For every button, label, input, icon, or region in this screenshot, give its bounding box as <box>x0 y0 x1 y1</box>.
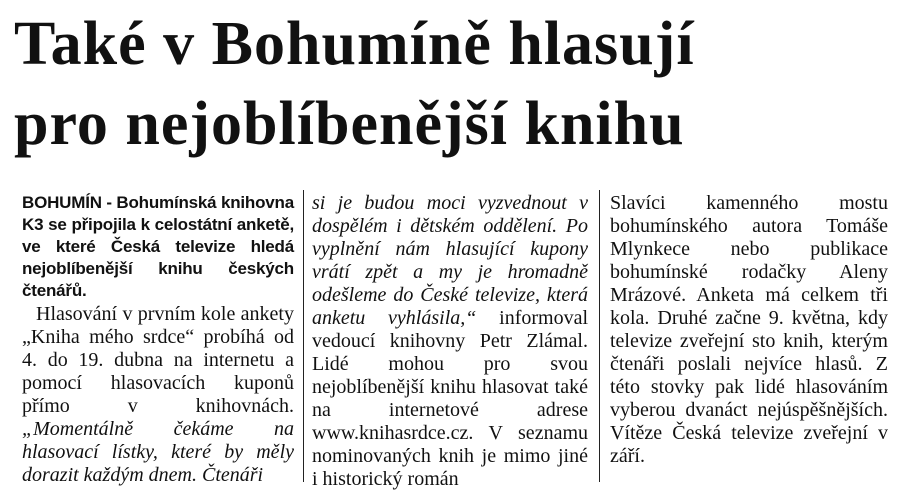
headline <box>14 4 894 164</box>
headline-line-2: pro nejoblíbenější knihu <box>14 90 685 158</box>
quote-text: „Momentálně čekáme na hlasovací lístky, které by měly dorazit každým dnem. Čtenáři <box>22 418 294 486</box>
body-text: Slavíci kamenného mostu bohumínského autora Tomáše Mlynkece nebo publikace bohumínské rodačky Aleny Mrázové. Anketa má celkem tři kola. Druhé začne 9. května, kdy televize zveřejní sto knih, kterým čtenáři poslali nejvíce hlasů. Z této stovky pak lidé hlasováním vyberou dvanáct nejúspěšnějších. Vítěze Česká televize zveřejní v září. <box>610 192 888 467</box>
article-column-3 <box>610 192 888 484</box>
article-column-1 <box>22 192 294 484</box>
column-divider-2 <box>599 190 600 482</box>
article-column-2 <box>312 192 588 490</box>
paragraph <box>312 192 588 491</box>
quote-text: si je budou moci vyzvednout v dospělém i dětském oddělení. Po vyplnění nám hlasující kupony vrátí zpět a my je hromadně odešleme do České televize, která anketu vyhlásila,“ <box>312 192 588 329</box>
lead-text: - Bohumínská knihovna K3 se připojila k celostátní anketě, ve které Česká televize hledá nejoblíbenější knihu českých čtenářů. <box>22 193 294 300</box>
dateline: BOHUMÍN <box>22 193 102 212</box>
paragraph <box>22 303 294 487</box>
body-text: Hlasování v prvním kole ankety „Kniha mého srdce“ probíhá od 4. do 19. dubna na internetu a pomocí hlasovacích kuponů přímo v knihovnách. <box>22 303 294 417</box>
article-lead <box>22 192 294 302</box>
paragraph <box>610 192 888 468</box>
column-divider-1 <box>303 190 304 482</box>
headline-line-1: Také v Bohumíně hlasují <box>14 10 695 78</box>
body-text: informoval vedoucí knihovny Petr Zlámal. Lidé mohou pro svou nejoblíbenější knihu hlasovat také na internetové adrese www.knihasrdce.cz. V seznamu nominovaných knih je mimo jiné i historický román <box>312 307 588 490</box>
